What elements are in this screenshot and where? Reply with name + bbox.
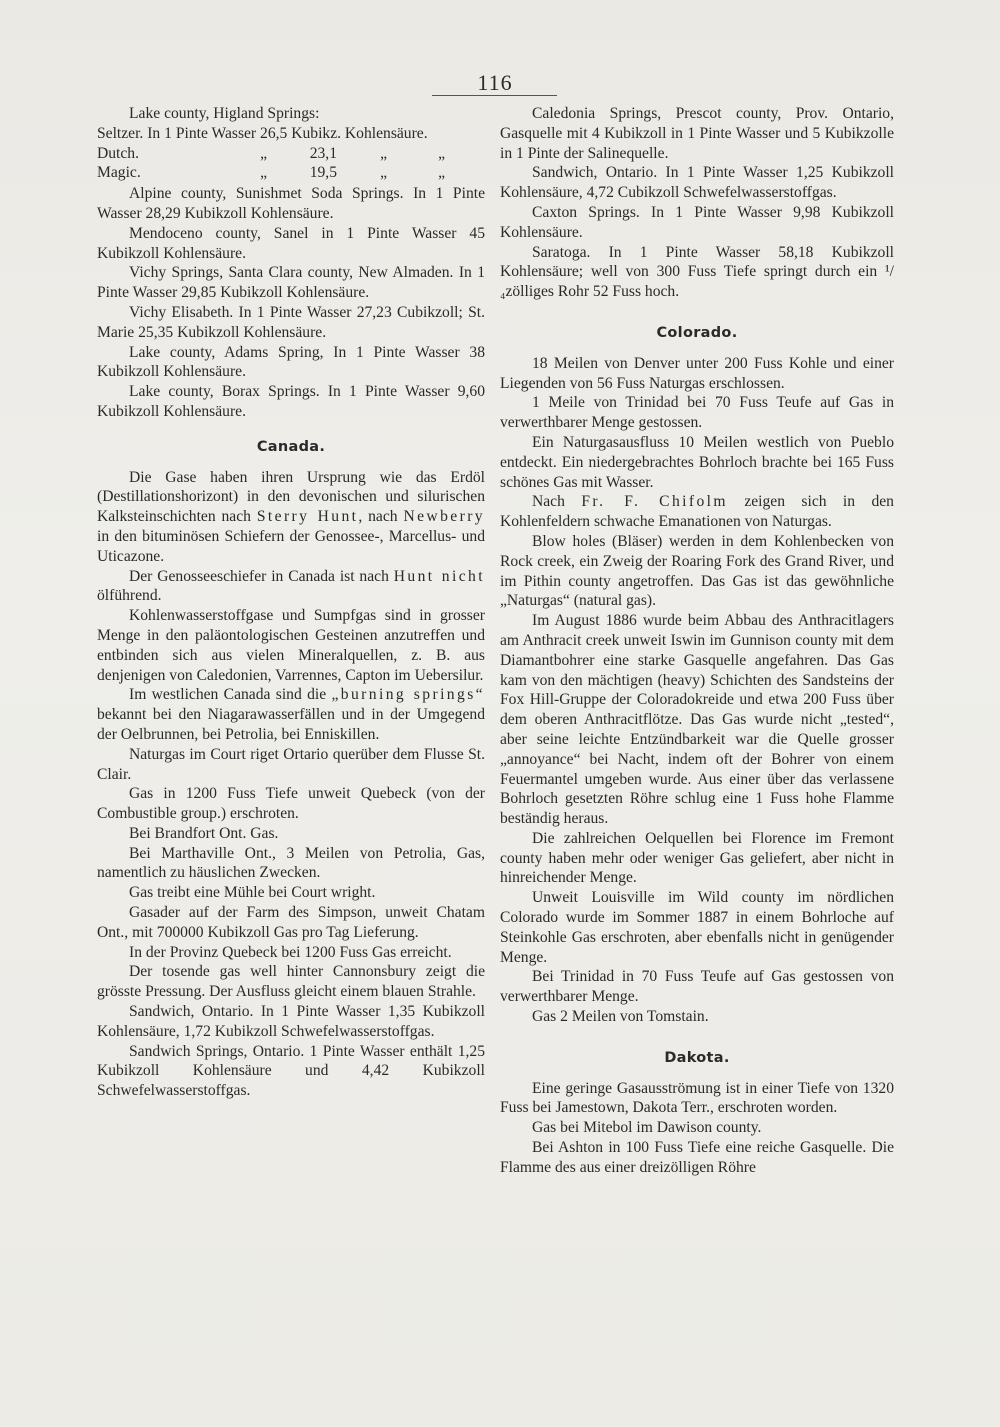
- paragraph: Naturgas im Court riget Ortario querüber dem Flusse St. Clair.: [97, 745, 485, 783]
- text-run: Saratoga. In 1 Pinte Wasser 58,18 Kubikzoll Kohlensäure; well von 300 Fuss Tiefe springt durch ein: [500, 243, 894, 281]
- paragraph: Bei Ashton in 100 Fuss Tiefe eine reiche Gasquelle. Die Flamme des aus einer dreizölligen Röhre: [500, 1139, 894, 1176]
- paragraph: Lake county, Adams Spring, In 1 Pinte Wasser 38 Kubikzoll Kohlensäure.: [97, 343, 485, 381]
- paragraph: [500, 492, 894, 532]
- row-value: 23,1: [309, 144, 337, 162]
- paragraph: Blow holes (Bläser) werden in dem Kohlenbecken von Rock creek, ein Zweig der Roaring Fork des Grand River, und im Pithin county angetroffen. Das Gas ist das gewöhnliche „Naturgas“ (natural gas).: [500, 532, 894, 610]
- row-name: Dutch.: [97, 144, 140, 162]
- row-ditto: „: [380, 164, 387, 182]
- section-heading-canada: Canada.: [256, 438, 326, 455]
- page-number: 116: [477, 70, 513, 95]
- right-column: [500, 104, 894, 1178]
- text-run: in den bituminösen Schiefern der Genossee-, Marcellus- und Uticazone.: [97, 527, 485, 565]
- paragraph: Caledonia Springs, Prescot county, Prov. Ontario, Gasquelle mit 4 Kubikzoll in 1 Pinte Wasser und 5 Kubikzolle in 1 Pinte der Salinequelle.: [500, 105, 894, 162]
- paragraph: [97, 567, 485, 607]
- paragraph: 18 Meilen von Denver unter 200 Fuss Kohle und einer Liegenden von 56 Fuss Naturgas erschlossen.: [500, 354, 894, 392]
- author-name: Hunt nicht: [393, 567, 485, 585]
- paragraph: Sandwich, Ontario. In 1 Pinte Wasser 1,35 Kubikzoll Kohlensäure, 1,72 Kubikzoll Schwefelwasserstoffgas.: [97, 1003, 485, 1040]
- data-row: [97, 163, 485, 183]
- author-name: Newberry: [403, 508, 485, 526]
- paragraph: Sandwich, Ontario. In 1 Pinte Wasser 1,25 Kubikzoll Kohlensäure, 4,72 Cubikzoll Schwefelwasserstoffgas.: [500, 164, 894, 202]
- paragraph: Kohlenwasserstoffgase und Sumpfgas sind in grosser Menge in den paläontologischen Gesteinen anzutreffen und entbinden sich aus vielen Mineralquellen, z. B. aus denjenigen von Caledonien, Varrennes, Capton im Uebersilur.: [97, 607, 485, 684]
- paragraph: Lake county, Borax Springs. In 1 Pinte Wasser 9,60 Kubikzoll Kohlensäure.: [97, 383, 485, 420]
- row-value: 19,5: [309, 164, 337, 182]
- data-row: [97, 144, 485, 164]
- paragraph: Gas in 1200 Fuss Tiefe unweit Quebeck (von der Combustible group.) erschroten.: [97, 785, 485, 823]
- row-ditto: „: [438, 164, 445, 182]
- text-run: zeigen sich in den Kohlenfeldern schwache Emanationen von Naturgas.: [500, 493, 894, 531]
- emphasis: „burning springs“: [331, 686, 485, 704]
- left-column: [97, 104, 485, 1101]
- page-number-rule: [432, 95, 557, 96]
- author-name: Fr. F. Chifolm: [581, 493, 728, 511]
- paragraph: Sandwich Springs, Ontario. 1 Pinte Wasser enthält 1,25 Kubikzoll Kohlensäure und 4,42 Kubikzoll Schwefelwasserstoffgas.: [97, 1042, 485, 1100]
- section-heading-dakota: Dakota.: [664, 1049, 730, 1066]
- paragraph: [500, 243, 894, 302]
- paragraph: Bei Brandfort Ont. Gas.: [129, 824, 279, 842]
- paragraph: Caxton Springs. In 1 Pinte Wasser 9,98 Kubikzoll Kohlensäure.: [500, 203, 894, 241]
- row-name: Magic.: [97, 164, 141, 182]
- paragraph: [97, 685, 485, 744]
- row-ditto: „: [380, 144, 387, 162]
- paragraph: Im August 1886 wurde beim Abbau des Anthracitlagers am Anthracit creek unweit Iswin im Gunnison county mit dem Diamantbohrer eine starke Gasquelle angefahren. Das Gas kam von den mächtigen (heavy) Schichten des Sandsteins der Fox Hill-Gruppe der Coloradokreide und etwa 200 Fuss über dem oberen Anthracitflötze. Das Gas wurde nicht „tested“, aber seine leichte Entzündbarkeit war die Quelle grosser „annoyance“ bei Nacht, indem oft der Bohrer von einem Feuermantel umgeben wurde. Aus einer über das verlassene Bohrloch gesetzten Röhre schlug eine 1 Fuss hohe Flamme beständig heraus.: [500, 612, 894, 828]
- paragraph: Lake county, Higland Springs:: [129, 105, 320, 122]
- section-heading-colorado: Colorado.: [656, 324, 738, 341]
- paragraph: Ein Naturgasausfluss 10 Meilen westlich von Pueblo entdeckt. Ein niedergebrachtes Bohrloch brachte bei 165 Fuss schönes Gas mit Wasser.: [500, 433, 894, 491]
- fraction: ¹/₄: [500, 263, 894, 301]
- paragraph: Unweit Louisville im Wild county im nördlichen Colorado wurde im Sommer 1887 in einem Bohrloche auf Steinkohle Gas erschroten, aber ebenfalls nicht in genügender Menge.: [500, 889, 894, 966]
- text-run: Die Gase haben ihren Ursprung wie das Erdöl (Destillationshorizont) in den devonischen und silurischen Kalksteinschichten nach: [97, 468, 485, 526]
- paragraph: Gas treibt eine Mühle bei Court wright.: [129, 884, 376, 902]
- data-row: [97, 124, 485, 144]
- text-run: ölführend.: [97, 587, 162, 605]
- paragraph: Gasader auf der Farm des Simpson, unweit Chatam Ont., mit 700000 Kubikzoll Gas pro Tag Lieferung.: [97, 904, 485, 941]
- paragraph: Der tosende gas well hinter Cannonsbury zeigt die grösste Pressung. Der Ausfluss gleicht einem blauen Strahle.: [97, 963, 485, 1001]
- text-run: Der Genosseeschiefer in Canada ist nach: [129, 567, 394, 585]
- paragraph: Gas bei Mitebol im Dawison county.: [532, 1119, 762, 1137]
- paragraph: Bei Marthaville Ont., 3 Meilen von Petrolia, Gas, namentlich zu häuslichen Zwecken.: [97, 844, 485, 882]
- paragraph: Mendoceno county, Sanel in 1 Pinte Wasser 45 Kubikzoll Kohlensäure.: [97, 224, 485, 262]
- paragraph: Vichy Elisabeth. In 1 Pinte Wasser 27,23 Cubikzoll; St. Marie 25,35 Kubikzoll Kohlensäure.: [97, 303, 485, 341]
- text-run: Im westlichen Canada sind die: [129, 686, 332, 704]
- text-run: bekannt bei den Niagarawasserfällen und in der Umgegend der Oelbrunnen, bei Petrolia, bei Enniskillen.: [97, 706, 485, 743]
- author-name: Sterry Hunt: [256, 508, 359, 526]
- paragraph: Alpine county, Sunishmet Soda Springs. In 1 Pinte Wasser 28,29 Kubikzoll Kohlensäure.: [97, 185, 485, 222]
- paragraph: 1 Meile von Trinidad bei 70 Fuss Teufe auf Gas in verwerthbarer Menge gestossen.: [500, 394, 894, 432]
- paragraph: [97, 468, 485, 567]
- row-ditto: „: [260, 144, 267, 162]
- paragraph: Die zahlreichen Oelquellen bei Florence im Fremont county haben mehr oder weniger Gas geliefert, aber nicht in hinreichender Menge.: [500, 829, 894, 887]
- row-ditto: „: [260, 164, 267, 182]
- paragraph: Eine geringe Gasausströmung ist in einer Tiefe von 1320 Fuss bei Jamestown, Dakota Terr., erschroten worden.: [500, 1079, 894, 1117]
- paragraph: Vichy Springs, Santa Clara county, New Almaden. In 1 Pinte Wasser 29,85 Kubikzoll Kohlensäure.: [97, 264, 485, 302]
- paragraph: Gas 2 Meilen von Tomstain.: [532, 1008, 709, 1026]
- text-run: zölliges Rohr 52 Fuss hoch.: [505, 283, 680, 301]
- paragraph: In der Provinz Quebeck bei 1200 Fuss Gas erreicht.: [129, 943, 452, 961]
- paragraph: Bei Trinidad in 70 Fuss Teufe auf Gas gestossen von verwerthbarer Menge.: [500, 968, 894, 1006]
- row-ditto: „: [438, 144, 445, 162]
- row-text: Seltzer. In 1 Pinte Wasser 26,5 Kubikz. Kohlensäure.: [97, 124, 428, 142]
- text-run: Nach: [532, 493, 582, 511]
- text-run: , nach: [358, 508, 404, 526]
